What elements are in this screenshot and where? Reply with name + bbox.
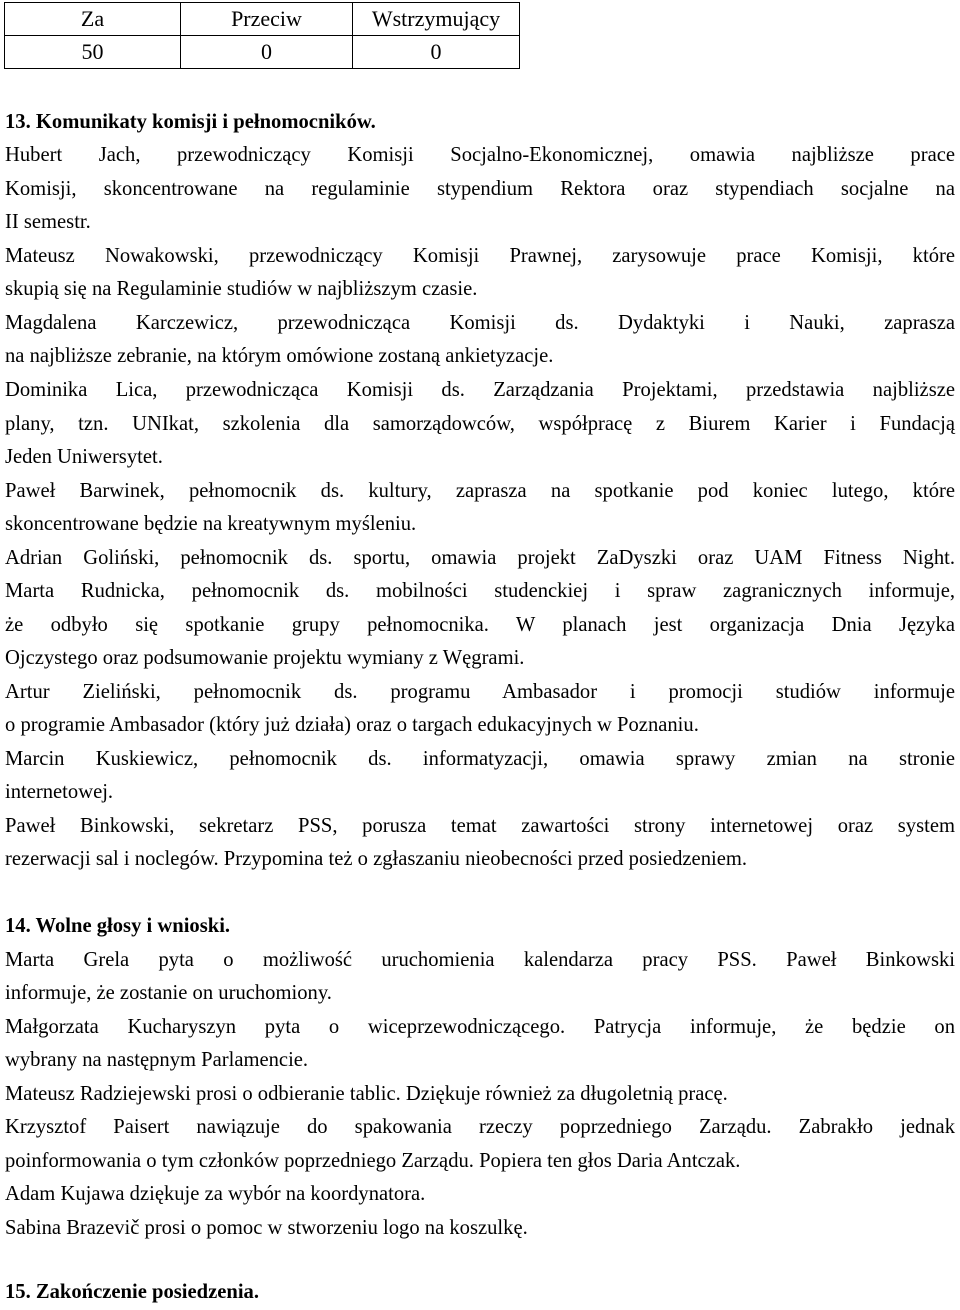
vote-table-header-row [5, 3, 520, 36]
vote-value-abstain: 0 [353, 36, 520, 69]
paragraph-line: plany, tzn. UNIkat, szkolenia dla samorządowców, współpracę z Biurem Karier i Fundacją [5, 413, 955, 435]
paragraph-line: informuje, że zostanie on uruchomiony. [5, 982, 332, 1004]
vote-value-for: 50 [5, 36, 181, 69]
paragraph-line: że odbyło się spotkanie grupy pełnomocnika. W planach jest organizacja Dnia Języka [5, 614, 955, 636]
vote-header-against: Przeciw [181, 3, 353, 36]
paragraph-line: Marta Rudnicka, pełnomocnik ds. mobilności studenckiej i spraw zagranicznych informuje, [5, 580, 955, 602]
paragraph-line: Dominika Lica, przewodnicząca Komisji ds. Zarządzania Projektami, przedstawia najbliższe [5, 379, 955, 401]
paragraph-line: poinformowania o tym członków poprzedniego Zarządu. Popiera ten głos Daria Antczak. [5, 1150, 741, 1172]
paragraph-line: Jeden Uniwersytet. [5, 446, 163, 468]
paragraph-line: Adam Kujawa dziękuje za wybór na koordynatora. [5, 1183, 426, 1205]
paragraph-line: Magdalena Karczewicz, przewodnicząca Komisji ds. Dydaktyki i Nauki, zaprasza [5, 312, 955, 334]
paragraph-line: Artur Zieliński, pełnomocnik ds. programu Ambasador i promocji studiów informuje [5, 681, 955, 703]
paragraph-line: o programie Ambasador (który już działa) oraz o targach edukacyjnych w Poznaniu. [5, 714, 699, 736]
paragraph-line: Adrian Goliński, pełnomocnik ds. sportu, omawia projekt ZaDyszki oraz UAM Fitness Night. [5, 547, 955, 569]
paragraph-line: Marta Grela pyta o możliwość uruchomienia kalendarza pracy PSS. Paweł Binkowski [5, 949, 955, 971]
section-14-heading: 14. Wolne głosy i wnioski. [5, 915, 231, 937]
paragraph-line: II semestr. [5, 211, 91, 233]
vote-table-value-row [5, 36, 520, 69]
paragraph-line: Ojczystego oraz podsumowanie projektu wymiany z Węgrami. [5, 647, 525, 669]
paragraph-line: internetowej. [5, 781, 114, 803]
paragraph-line: skupią się na Regulaminie studiów w najbliższym czasie. [5, 278, 478, 300]
paragraph-line: skoncentrowane będzie na kreatywnym myśleniu. [5, 513, 417, 535]
paragraph-line: Mateusz Nowakowski, przewodniczący Komisji Prawnej, zarysowuje prace Komisji, które [5, 245, 955, 267]
paragraph-line: Sabina Brazevič prosi o pomoc w stworzeniu logo na koszulkę. [5, 1217, 528, 1239]
paragraph-line: rezerwacji sal i noclegów. Przypomina też o zgłaszaniu nieobecności przed posiedzeniem. [5, 848, 748, 870]
paragraph-line: Hubert Jach, przewodniczący Komisji Socjalno-Ekonomicznej, omawia najbliższe prace [5, 144, 955, 166]
paragraph-line: Paweł Barwinek, pełnomocnik ds. kultury, zaprasza na spotkanie pod koniec lutego, które [5, 480, 955, 502]
paragraph-line: Małgorzata Kucharyszyn pyta o wiceprzewodniczącego. Patrycja informuje, że będzie on [5, 1016, 955, 1038]
paragraph-line: Marcin Kuskiewicz, pełnomocnik ds. informatyzacji, omawia sprawy zmian na stronie [5, 748, 955, 770]
section-13-heading: 13. Komunikaty komisji i pełnomocników. [5, 111, 376, 133]
paragraph-line: Krzysztof Paisert nawiązuje do spakowania rzeczy poprzedniego Zarządu. Zabrakło jednak [5, 1116, 955, 1138]
paragraph-line: Mateusz Radziejewski prosi o odbieranie tablic. Dziękuje również za długoletnią pracę. [5, 1083, 728, 1105]
paragraph-line: Paweł Binkowski, sekretarz PSS, porusza temat zawartości strony internetowej oraz system [5, 815, 955, 837]
vote-value-against: 0 [181, 36, 353, 69]
vote-results-table [4, 2, 520, 69]
section-15-heading: 15. Zakończenie posiedzenia. [5, 1281, 259, 1303]
vote-header-for: Za [5, 3, 181, 36]
paragraph-line: wybrany na następnym Parlamencie. [5, 1049, 309, 1071]
paragraph-line: Komisji, skoncentrowane na regulaminie stypendium Rektora oraz stypendiach socjalne na [5, 178, 955, 200]
vote-header-abstain: Wstrzymujący [353, 3, 520, 36]
paragraph-line: na najbliższe zebranie, na którym omówione zostaną ankietyzacje. [5, 345, 554, 367]
